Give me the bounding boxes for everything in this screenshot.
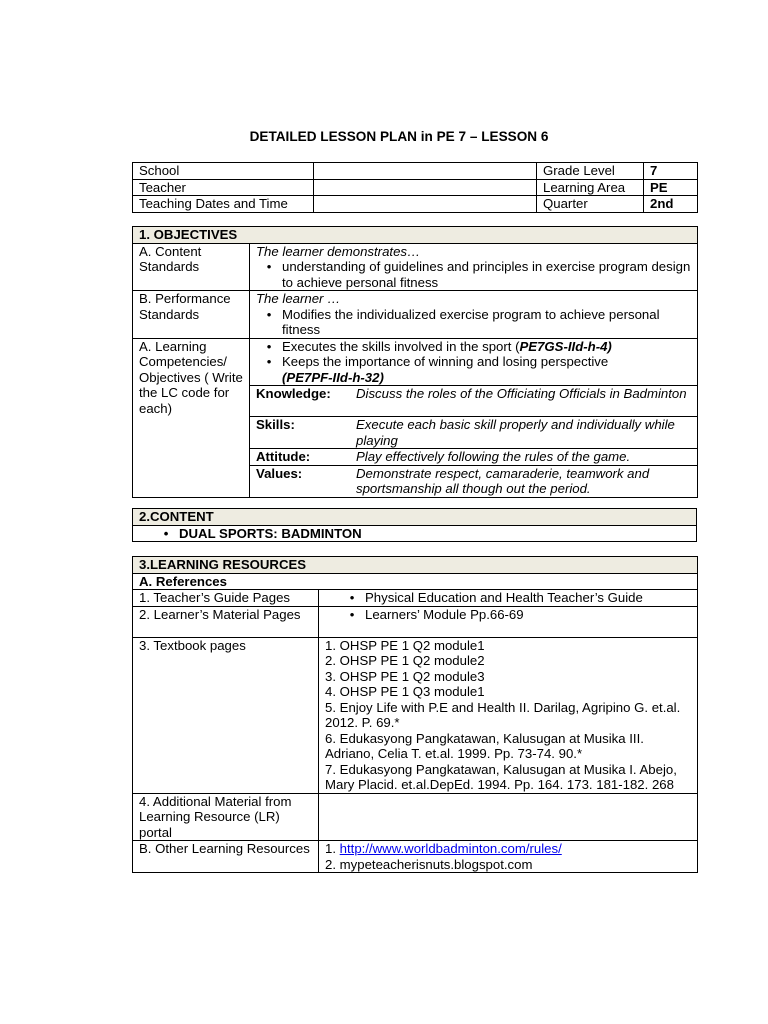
values-value: Demonstrate respect, camaraderie, teamwork and sportsmanship all though out the period. <box>350 465 697 497</box>
bullet-icon: • <box>266 259 272 274</box>
knowledge-value: Discuss the roles of the Officiating Officials in Badminton <box>350 386 697 417</box>
page-title: DETAILED LESSON PLAN in PE 7 – LESSON 6 <box>249 129 549 144</box>
dates-value <box>314 196 537 213</box>
teacher-label: Teacher <box>133 179 314 196</box>
content-standards-bullet: understanding of guidelines and principles in exercise program design to achieve personal fitness <box>282 259 691 290</box>
learners-material-label: 2. Learner’s Material Pages <box>133 606 319 637</box>
grade-level-label: Grade Level <box>537 163 644 180</box>
dates-label: Teaching Dates and Time <box>133 196 314 213</box>
textbook-item: 1. OHSP PE 1 Q2 module1 <box>325 637 485 653</box>
competencies-label: A. Learning Competencies/ Objectives ( Write the LC code for each) <box>133 338 250 497</box>
textbook-item: 3. OHSP PE 1 Q2 module3 <box>325 668 485 684</box>
performance-standards-bullet: Modifies the individualized exercise program to achieve personal fitness <box>282 306 660 337</box>
competency-1-code: PE7GS-IId-h-4) <box>519 338 612 354</box>
worldbadminton-link[interactable]: http://www.worldbadminton.com/rules/ <box>339 841 562 856</box>
bullet-icon: • <box>266 338 272 354</box>
quarter-value: 2nd <box>644 196 698 213</box>
content-table <box>132 508 697 542</box>
content-standards-intro: The learner demonstrates… <box>256 243 421 259</box>
textbook-label: 3. Textbook pages <box>133 637 319 793</box>
learning-area-label: Learning Area <box>537 179 644 196</box>
additional-material-label: 4. Additional Material from Learning Resource (LR) portal <box>133 793 319 841</box>
performance-standards-intro: The learner … <box>256 291 341 306</box>
competency-1-text: Executes the skills involved in the sport ( <box>282 338 520 354</box>
skills-label: Skills: <box>250 417 350 449</box>
header-table <box>132 162 698 213</box>
textbook-item: 4. OHSP PE 1 Q3 module1 <box>325 684 485 699</box>
textbook-item: 7. Edukasyong Pangkatawan, Kalusugan at Musika I. Abejo, Mary Placid. et.al.DepEd. 1994. Pp. 164. 173. 181-182. 268 <box>325 761 677 792</box>
teachers-guide-value: Physical Education and Health Teacher’s Guide <box>365 590 643 605</box>
additional-material-value <box>319 793 698 841</box>
other-resource-item: 2. mypeteacherisnuts.blogspot.com <box>325 856 533 872</box>
skills-value: Execute each basic skill properly and individually while playing <box>350 417 697 449</box>
bullet-icon: • <box>266 354 272 369</box>
content-item: DUAL SPORTS: BADMINTON <box>179 525 362 541</box>
resources-heading: 3.LEARNING RESOURCES <box>133 557 698 574</box>
other-resource-number: 1. <box>325 841 340 856</box>
bullet-icon: • <box>349 590 355 605</box>
objectives-table <box>132 226 698 498</box>
quarter-label: Quarter <box>537 196 644 213</box>
teachers-guide-label: 1. Teacher’s Guide Pages <box>133 590 319 607</box>
school-value <box>314 163 537 180</box>
attitude-label: Attitude: <box>250 449 350 466</box>
competency-2-code: (PE7PF-IId-h-32) <box>282 369 384 385</box>
other-resources-label: B. Other Learning Resources <box>133 841 319 873</box>
content-standards-label: A. Content Standards <box>133 243 250 291</box>
objectives-heading: 1. OBJECTIVES <box>133 227 698 244</box>
domain-table <box>250 385 697 497</box>
values-label: Values: <box>250 465 350 497</box>
knowledge-label: Knowledge: <box>250 386 350 417</box>
bullet-icon: • <box>349 606 355 622</box>
bullet-icon: • <box>163 525 169 541</box>
bullet-icon: • <box>266 306 272 322</box>
learners-material-value: Learners’ Module Pp.66-69 <box>365 606 524 622</box>
content-heading: 2.CONTENT <box>133 509 697 526</box>
learning-area-value: PE <box>644 179 698 196</box>
dates-row <box>133 196 698 213</box>
textbook-item: 5. Enjoy Life with P.E and Health II. Darilag, Agripino G. et.al. 2012. P. 69.* <box>325 699 681 730</box>
resources-table <box>132 556 698 873</box>
attitude-value: Play effectively following the rules of the game. <box>350 449 697 466</box>
school-label: School <box>133 163 314 180</box>
textbook-list <box>319 637 698 793</box>
performance-standards-label: B. Performance Standards <box>133 291 250 339</box>
textbook-item: 2. OHSP PE 1 Q2 module2 <box>325 653 485 668</box>
references-heading: A. References <box>133 573 698 590</box>
teacher-value <box>314 179 537 196</box>
competency-2-text: Keeps the importance of winning and losing perspective <box>282 354 609 369</box>
textbook-item: 6. Edukasyong Pangkatawan, Kalusugan at Musika III. Adriano, Celia T. et.al. 1999. Pp. 73-74. 90.* <box>325 730 644 761</box>
grade-level-value: 7 <box>644 163 698 180</box>
school-row <box>133 163 698 180</box>
teacher-row <box>133 179 698 196</box>
